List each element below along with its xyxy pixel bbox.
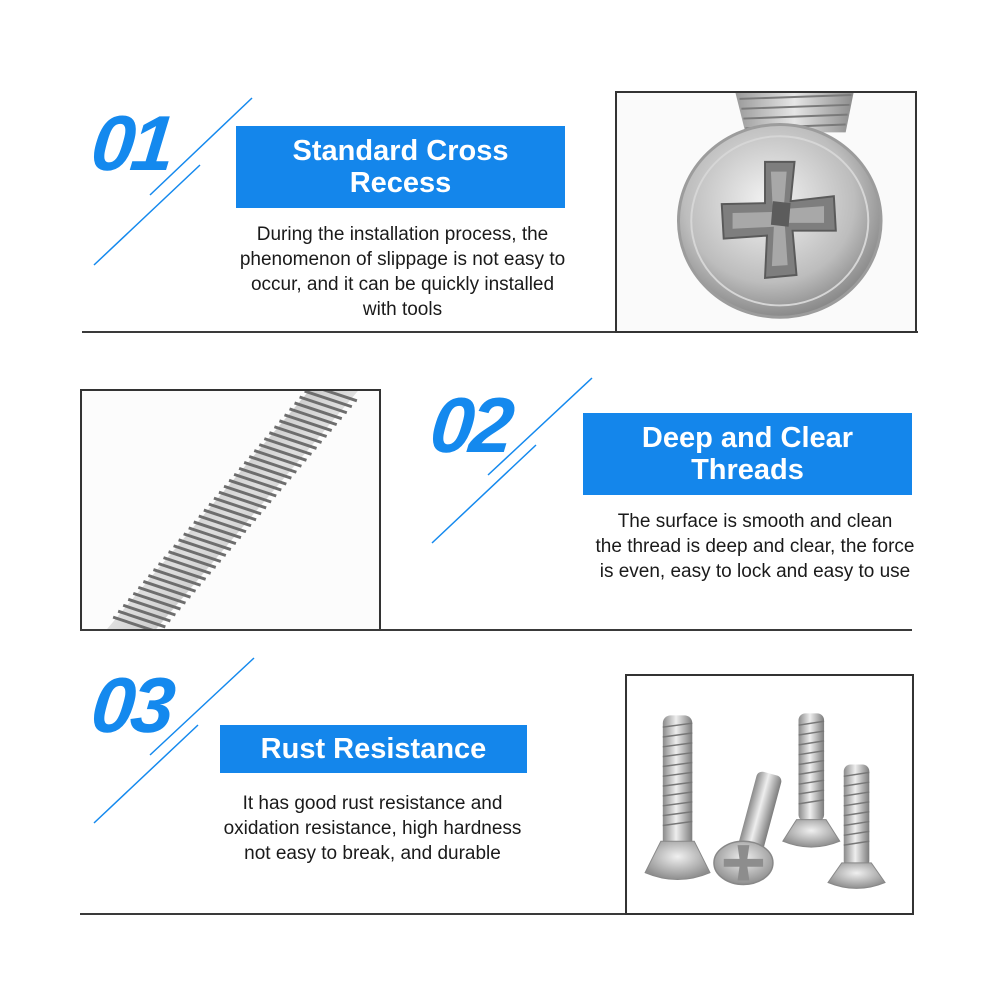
feature-title-02-line2: Threads [691, 454, 804, 486]
feature-title-02-line1: Deep and Clear [641, 422, 854, 454]
feature-image-03 [625, 674, 914, 915]
feature-desc-01: During the installation process, the phenomenon of slippage is not easy to occur, and it can be quickly installed with tools [239, 224, 566, 320]
feature-number-02: 02 [426, 381, 515, 469]
feature-title-03-line1: Rust Resistance [260, 733, 487, 765]
feature-desc-02: The surface is smooth and clean the thread is deep and clear, the force is even, easy to lock and easy to use [595, 511, 915, 582]
screw-head-icon [617, 93, 915, 331]
divider-02 [80, 629, 912, 631]
feature-desc-03: It has good rust resistance and oxidation resistance, high hardness not easy to break, and durable [223, 793, 522, 864]
feature-title-01-line1: Standard Cross [292, 135, 509, 167]
feature-title-02 [583, 413, 912, 495]
feature-title-03 [220, 725, 527, 773]
feature-number-03: 03 [87, 661, 176, 749]
screws-group-icon [627, 676, 912, 913]
feature-title-01 [236, 126, 565, 208]
screw-thread-icon [82, 391, 379, 629]
feature-number-01: 01 [87, 99, 176, 187]
feature-title-01-line2: Recess [349, 167, 452, 199]
feature-image-02 [80, 389, 381, 631]
feature-image-01 [615, 91, 917, 333]
